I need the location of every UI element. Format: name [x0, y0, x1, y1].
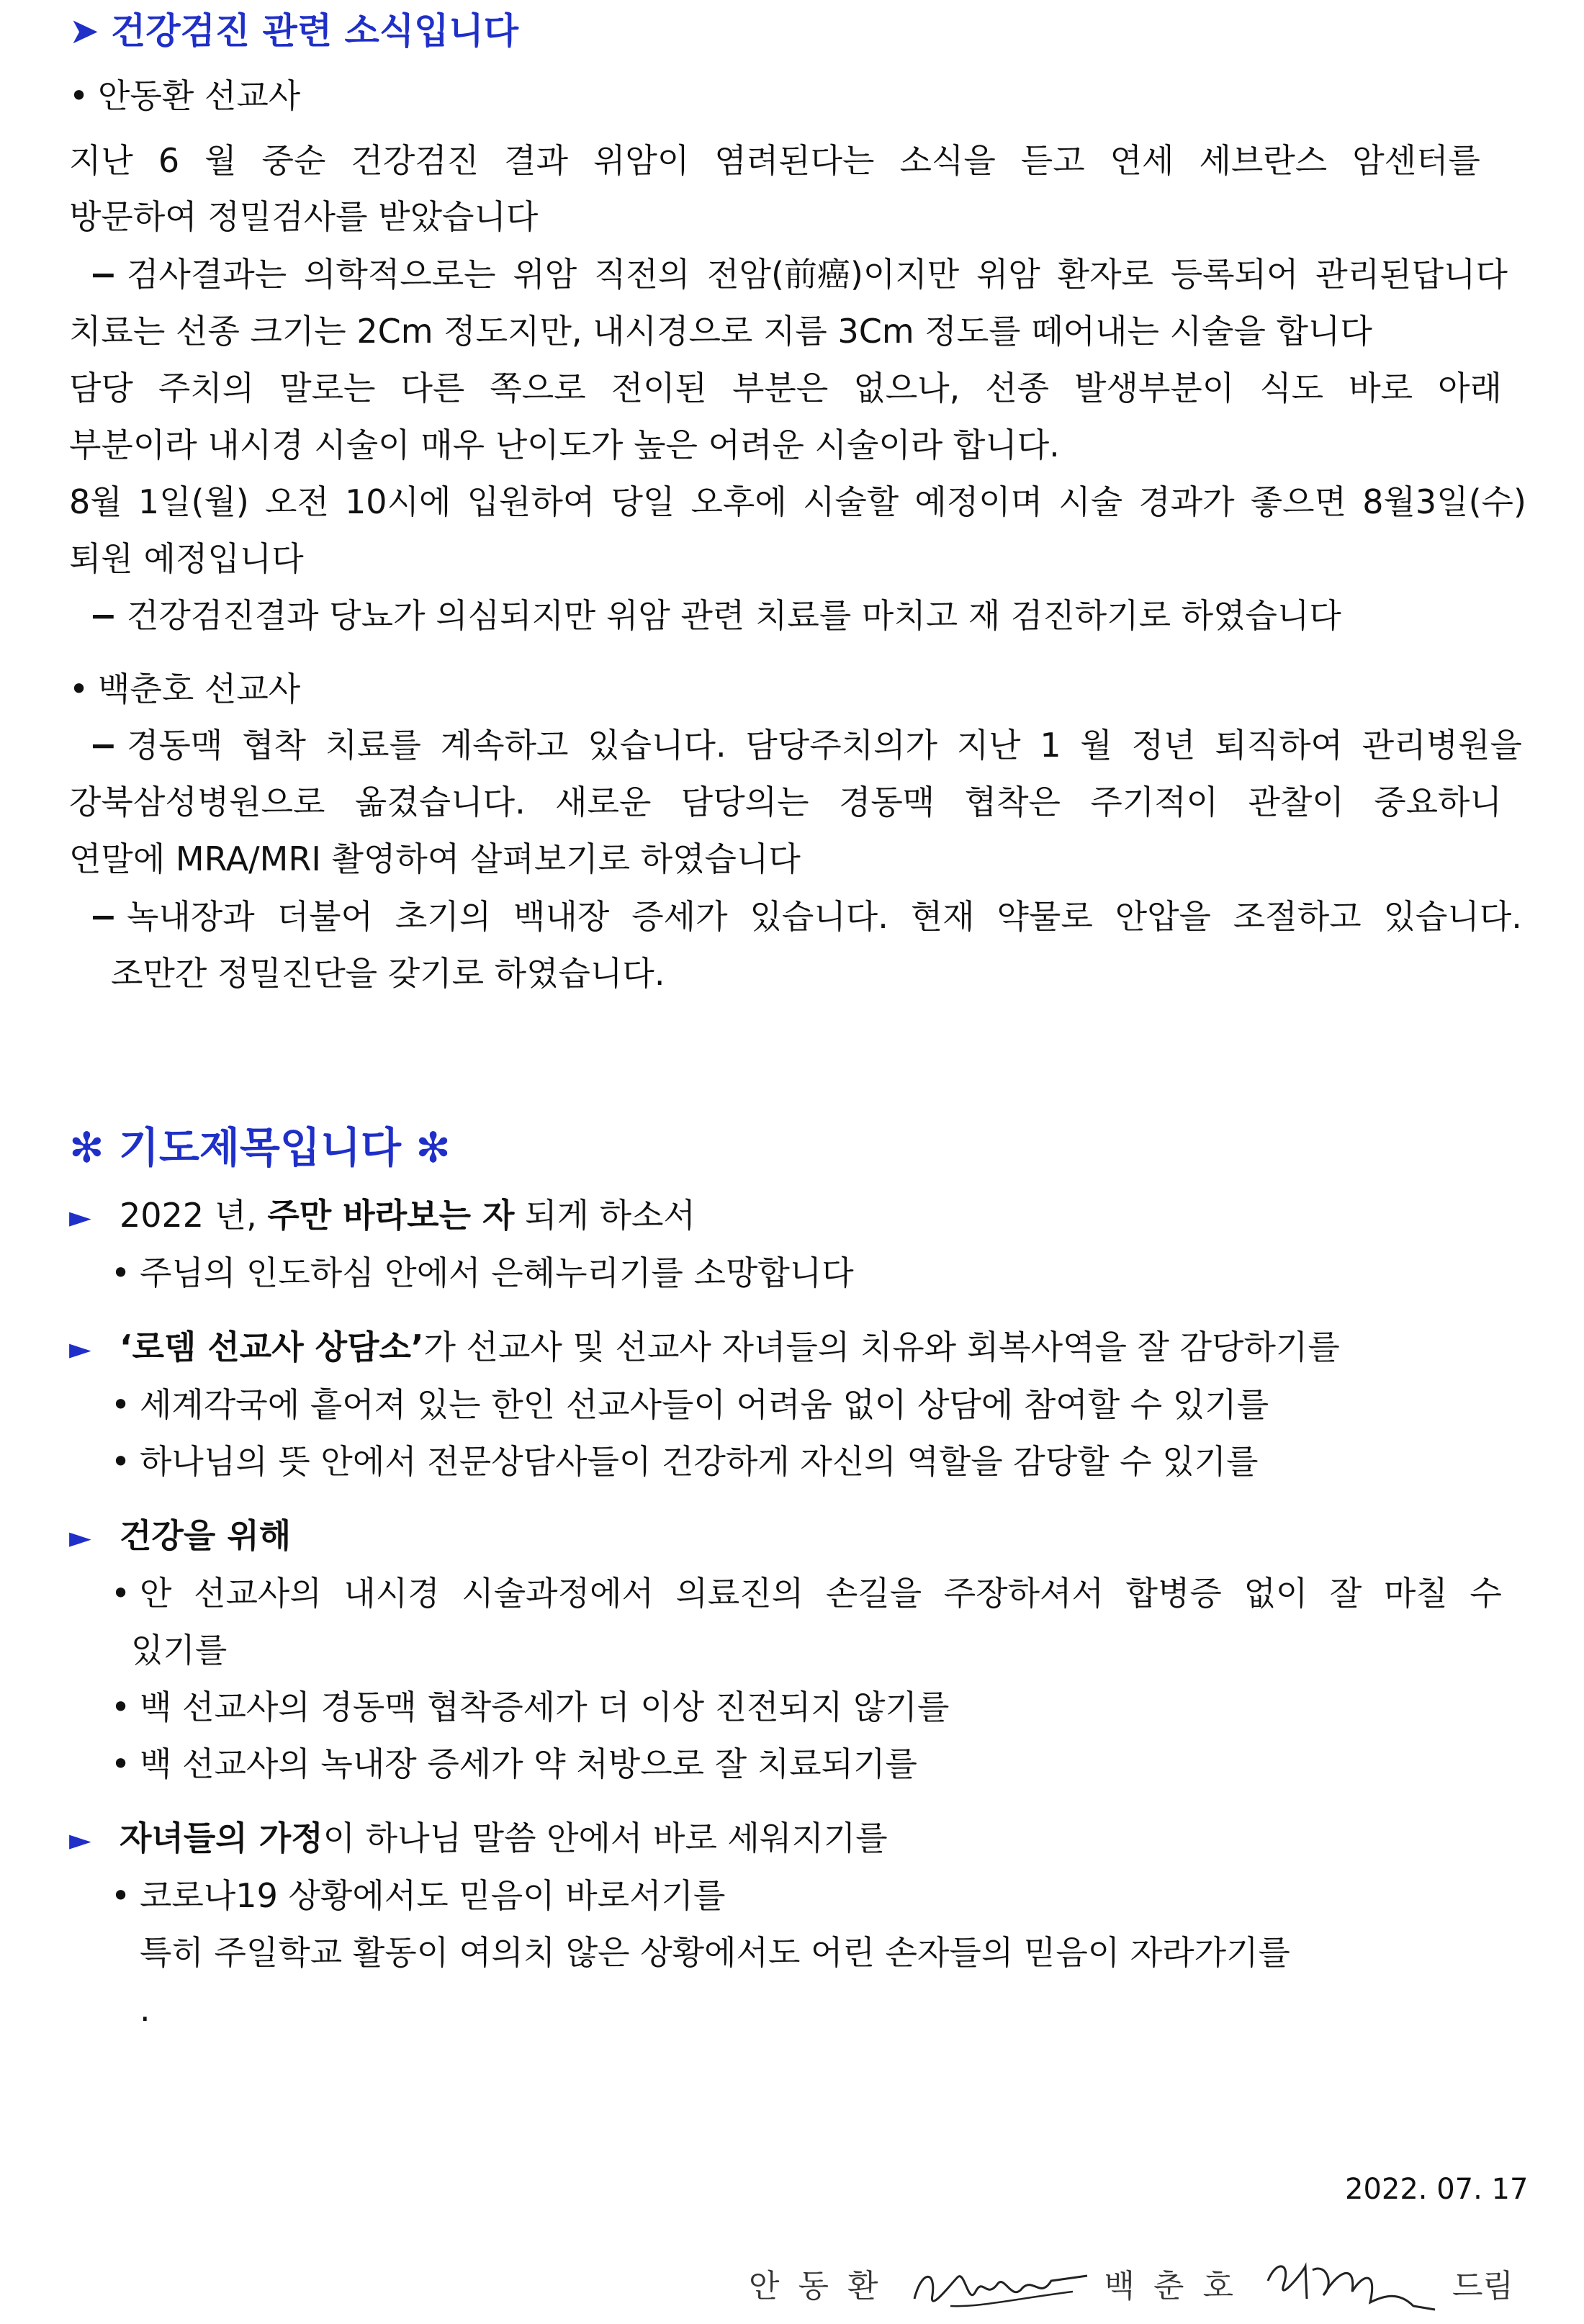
word: 없으나,	[853, 369, 960, 407]
word: 퇴직하여	[1215, 726, 1343, 765]
baek-dash-2	[89, 897, 1522, 936]
word: 치료를	[325, 726, 421, 765]
signer-name-1: 안동환	[749, 2268, 897, 2305]
baek-dash-1	[89, 726, 1522, 765]
word: 다른	[400, 369, 465, 407]
bullet-icon: •	[111, 1253, 131, 1292]
word: 아래	[1438, 369, 1502, 407]
word: 암센터를	[1352, 141, 1480, 180]
prayer-item-4-sub-1-line2: 특히 주일학교 활동이 여의치 않은 상황에서도 어린 손자들의 믿음이 자라가기를	[140, 1933, 1290, 1972]
prayer-item-2: ► ‘로뎀 선교사 상담소’가 선교사 및 선교사 자녀들의 치유와 회복사역을 잘 감당하기를	[69, 1328, 1340, 1366]
prayer-item-3-sub-1-line2: 있기를	[131, 1631, 228, 1670]
word: 관리된답니다	[1315, 255, 1508, 294]
word: 바로	[1349, 369, 1413, 407]
word: 중순	[261, 141, 326, 180]
dash-icon: −	[89, 596, 117, 635]
word: 중요하니	[1374, 783, 1502, 821]
pointer-arrow-icon: ►	[69, 1521, 91, 1554]
word: 있습니다.	[588, 726, 726, 765]
ahn-dash1-text	[127, 255, 1508, 294]
word: 1	[1040, 726, 1061, 765]
word: 검사결과는	[127, 255, 287, 294]
word: 시술할	[802, 482, 899, 521]
word: 전암(前癌)이지만	[707, 255, 960, 294]
word: 오전	[265, 482, 329, 521]
dash-icon: −	[89, 255, 117, 294]
pointer-arrow-icon: ►	[69, 1824, 91, 1857]
word: 부분은	[732, 369, 829, 407]
ahn-p2-line2	[69, 371, 1502, 405]
word: 백내장	[513, 897, 610, 936]
word: 염려된다는	[714, 141, 875, 180]
word: 예정이며	[914, 482, 1043, 521]
word: 초기의	[395, 897, 492, 936]
bullet-icon: •	[111, 1385, 131, 1424]
prayer-item-1-sub-1: • 주님의 인도하심 안에서 은혜누리기를 소망합니다	[111, 1253, 854, 1292]
prayer-item-3-sub-3: • 백 선교사의 녹내장 증세가 약 처방으로 잘 치료되기를	[111, 1744, 917, 1783]
ahn-dash-1	[89, 255, 1508, 294]
bullet-icon: •	[111, 1442, 131, 1481]
word: 10시에	[345, 482, 451, 521]
closing-word: 드림	[1452, 2268, 1514, 2305]
word: 등록되어	[1170, 255, 1299, 294]
signature-line	[749, 2252, 1513, 2324]
letter-date: 2022. 07. 17	[1345, 2173, 1529, 2206]
baek-d2-line2: 조만간 정밀진단을 갖기로 하였습니다.	[111, 954, 665, 993]
word: 있습니다.	[750, 897, 888, 936]
word: 위암	[976, 255, 1040, 294]
bullet-icon: •	[111, 1744, 131, 1783]
word: 강북삼성병원으로	[69, 783, 325, 821]
asterisk-icon: ✻	[69, 1123, 104, 1172]
word: 8월	[69, 482, 122, 521]
word: 안압을	[1115, 897, 1211, 936]
word: 시술과정에서	[462, 1574, 654, 1613]
word: 담당주치의가	[745, 726, 937, 765]
word: 듣고	[1020, 141, 1085, 180]
word: 시술	[1058, 482, 1123, 521]
word: 지난	[956, 726, 1021, 765]
word: 새로운	[555, 783, 652, 821]
bullet-icon: •	[69, 670, 89, 708]
triangle-arrow-icon: ➤	[69, 10, 99, 52]
word: 의료진의	[675, 1574, 804, 1613]
word: 주기적이	[1090, 783, 1219, 821]
word: 환자로	[1057, 255, 1153, 294]
word: 잘	[1329, 1574, 1362, 1613]
word: 내시경	[343, 1574, 440, 1613]
word: 합병증	[1125, 1574, 1222, 1613]
word: 식도	[1259, 369, 1324, 407]
word: 조절하고	[1233, 897, 1362, 936]
word: 오후에	[690, 482, 787, 521]
word: 8월3일(수)	[1362, 482, 1526, 521]
ahn-p1-line1	[69, 141, 1480, 180]
word: 있습니다.	[1383, 897, 1522, 936]
word: 소식을	[899, 141, 996, 180]
word: 마칠	[1383, 1574, 1448, 1613]
word: 월	[1080, 726, 1112, 765]
word: 수	[1470, 1574, 1502, 1613]
word: 협착	[242, 726, 306, 765]
word: 경동맥	[127, 726, 223, 765]
word: 주치의	[158, 369, 255, 407]
health-news-heading: ➤ 건강검진 관련 소식입니다	[69, 10, 519, 52]
word: 담당의는	[680, 783, 809, 821]
pointer-arrow-icon: ►	[69, 1333, 91, 1366]
word: 경과가	[1138, 482, 1235, 521]
prayer-heading: ✻ 기도제목입니다 ✻	[69, 1123, 451, 1172]
prayer-item-4-sub-1: • 코로나19 상황에서도 믿음이 바로서기를	[111, 1876, 726, 1915]
baek-d1-line2	[69, 785, 1502, 819]
asterisk-icon: ✻	[415, 1123, 451, 1172]
prayer-item-4: ► 자녀들의 가정이 하나님 말씀 안에서 바로 세워지기를	[69, 1819, 888, 1857]
word: 옮겼습니다.	[354, 783, 526, 821]
word: 계속하고	[440, 726, 569, 765]
prayer-item-4-sub-1-line3: .	[140, 1990, 150, 2029]
word: 주장하셔서	[943, 1574, 1104, 1613]
word: 좋으면	[1250, 482, 1347, 521]
word: 현재	[910, 897, 975, 936]
signature-1-icon	[907, 2256, 1094, 2320]
word: 정년	[1131, 726, 1196, 765]
signature-2-icon	[1262, 2252, 1442, 2324]
word: 결과	[504, 141, 569, 180]
bullet-icon: •	[111, 1688, 131, 1726]
word: 협착은	[964, 783, 1061, 821]
word: 녹내장과	[127, 897, 255, 936]
word: 6	[158, 141, 180, 180]
word: 위암이	[593, 141, 690, 180]
word: 입원하여	[467, 482, 595, 521]
prayer-item-3-sub-1-text	[140, 1574, 1502, 1613]
word: 증세가	[631, 897, 728, 936]
bullet-icon: •	[111, 1574, 131, 1613]
prayer-item-1: ► 2022 년, 주만 바라보는 자 되게 하소서	[69, 1196, 696, 1235]
word: 없이	[1243, 1574, 1308, 1613]
ahn-dash-2: − 건강검진결과 당뇨가 의심되지만 위암 관련 치료를 마치고 재 검진하기로 하였습니다	[89, 596, 1341, 635]
prayer-item-2-sub-1: • 세계각국에 흩어져 있는 한인 선교사들이 어려움 없이 상담에 참여할 수 있기를	[111, 1385, 1269, 1424]
word: 월	[204, 141, 237, 180]
ahn-p2-line1: 치료는 선종 크기는 2Cm 정도지만, 내시경으로 지름 3Cm 정도를 떼어내는 시술을 합니다	[69, 312, 1372, 351]
prayer-item-2-sub-2: • 하나님의 뜻 안에서 전문상담사들이 건강하게 자신의 역할을 감당할 수 있기를	[111, 1442, 1259, 1481]
signer-name-2: 백춘호	[1104, 2268, 1253, 2305]
word: 발생부분이	[1074, 369, 1235, 407]
word: 관찰이	[1248, 783, 1344, 821]
ahn-p1-line2: 방문하여 정밀검사를 받았습니다	[69, 197, 539, 236]
word: 경동맥	[838, 783, 935, 821]
word: 건강검진	[351, 141, 480, 180]
word: 전이된	[611, 369, 707, 407]
word: 약물로	[996, 897, 1093, 936]
word: 세브란스	[1199, 141, 1328, 180]
word: 연세	[1110, 141, 1174, 180]
ahn-p2-line3: 부분이라 내시경 시술이 매우 난이도가 높은 어려운 시술이라 합니다.	[69, 425, 1060, 464]
prayer-item-3: ► 건강을 위해	[69, 1516, 292, 1555]
ahn-name: • 안동환 선교사	[69, 76, 301, 115]
baek-name: • 백춘호 선교사	[69, 670, 301, 708]
dash-icon: −	[89, 897, 117, 936]
bullet-icon: •	[69, 76, 89, 115]
word: 1일(월)	[138, 482, 249, 521]
baek-dash2-text	[127, 897, 1522, 936]
word: 더불어	[276, 897, 373, 936]
word: 의학적으로는	[303, 255, 496, 294]
word: 지난	[69, 141, 133, 180]
prayer-item-3-sub-2: • 백 선교사의 경동맥 협착증세가 더 이상 진전되지 않기를	[111, 1688, 950, 1726]
pointer-arrow-icon: ►	[69, 1201, 91, 1234]
word: 당일	[611, 482, 675, 521]
word: 쪽으로	[490, 369, 586, 407]
word: 담당	[69, 369, 133, 407]
word: 관리병원을	[1362, 726, 1522, 765]
dash-icon: −	[89, 726, 117, 765]
word: 위암	[513, 255, 577, 294]
word: 직전의	[594, 255, 690, 294]
baek-d1-line3: 연말에 MRA/MRI 촬영하여 살펴보기로 하였습니다	[69, 839, 801, 878]
word: 말로는	[279, 369, 376, 407]
word: 선종	[985, 369, 1050, 407]
word: 선교사의	[194, 1574, 322, 1613]
bullet-icon: •	[111, 1876, 131, 1915]
ahn-p3-line1	[69, 482, 1526, 521]
baek-dash1-text	[127, 726, 1522, 765]
prayer-item-3-sub-1	[111, 1574, 1502, 1613]
word: 손길을	[825, 1574, 922, 1613]
ahn-p3-line2: 퇴원 예정입니다	[69, 539, 304, 578]
word: 안	[140, 1574, 172, 1613]
